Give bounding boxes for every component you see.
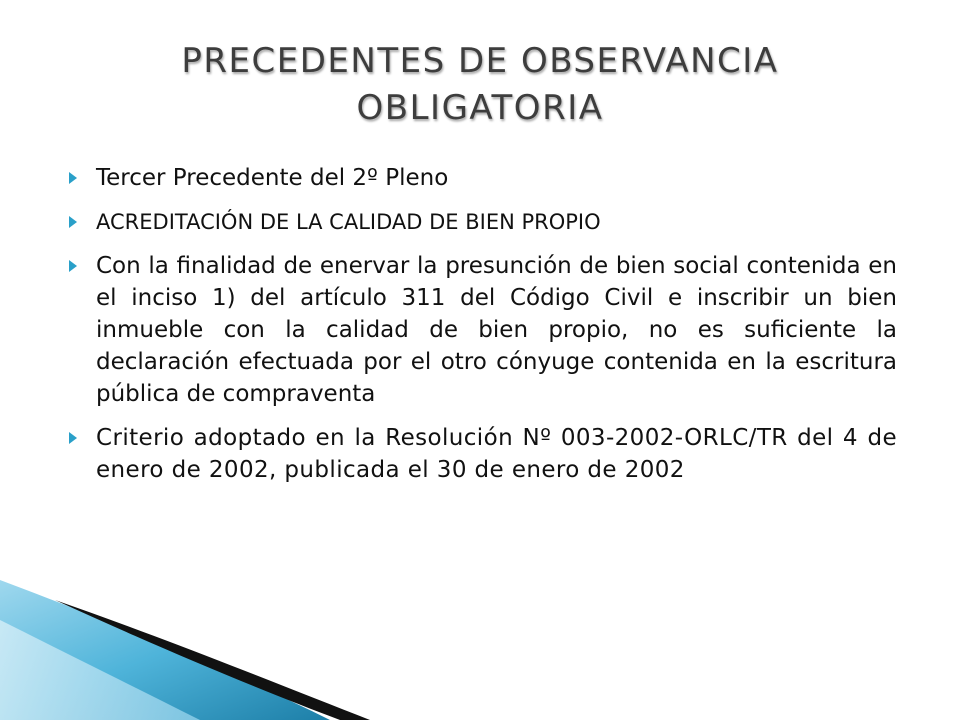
- bullet-text: Criterio adoptado en la Resolución Nº 003-2002-ORLC/TR del 4 de enero de 2002, publicada el 30 de enero de 2002: [96, 425, 897, 483]
- arrow-right-icon: [69, 216, 77, 228]
- bullet-list: [63, 162, 897, 498]
- decor-black-stroke: [55, 600, 370, 720]
- bullet-item: [63, 422, 897, 486]
- decor-blue-band: [0, 580, 330, 720]
- decor-light-band: [0, 620, 200, 720]
- decorative-swoosh: [0, 580, 420, 720]
- bullet-item: [63, 206, 897, 238]
- bullet-item: [63, 250, 897, 410]
- bullet-text: Tercer Precedente del 2º Pleno: [96, 165, 449, 191]
- arrow-right-icon: [69, 260, 77, 272]
- slide-title: PRECEDENTES DE OBSERVANCIA OBLIGATORIA: [181, 41, 779, 128]
- arrow-right-icon: [69, 172, 77, 184]
- bullet-item: [63, 162, 897, 194]
- bullet-text: ACREDITACIÓN DE LA CALIDAD DE BIEN PROPIO: [96, 210, 601, 234]
- arrow-right-icon: [69, 432, 77, 444]
- bullet-text: Con la finalidad de enervar la presunción de bien social contenida en el inciso 1) del artículo 311 del Código Civil e inscribir un bien inmueble con la calidad de bien propio, no es suficiente la declaración efectuada por el otro cónyuge contenida en la escritura pública de compraventa: [96, 253, 897, 407]
